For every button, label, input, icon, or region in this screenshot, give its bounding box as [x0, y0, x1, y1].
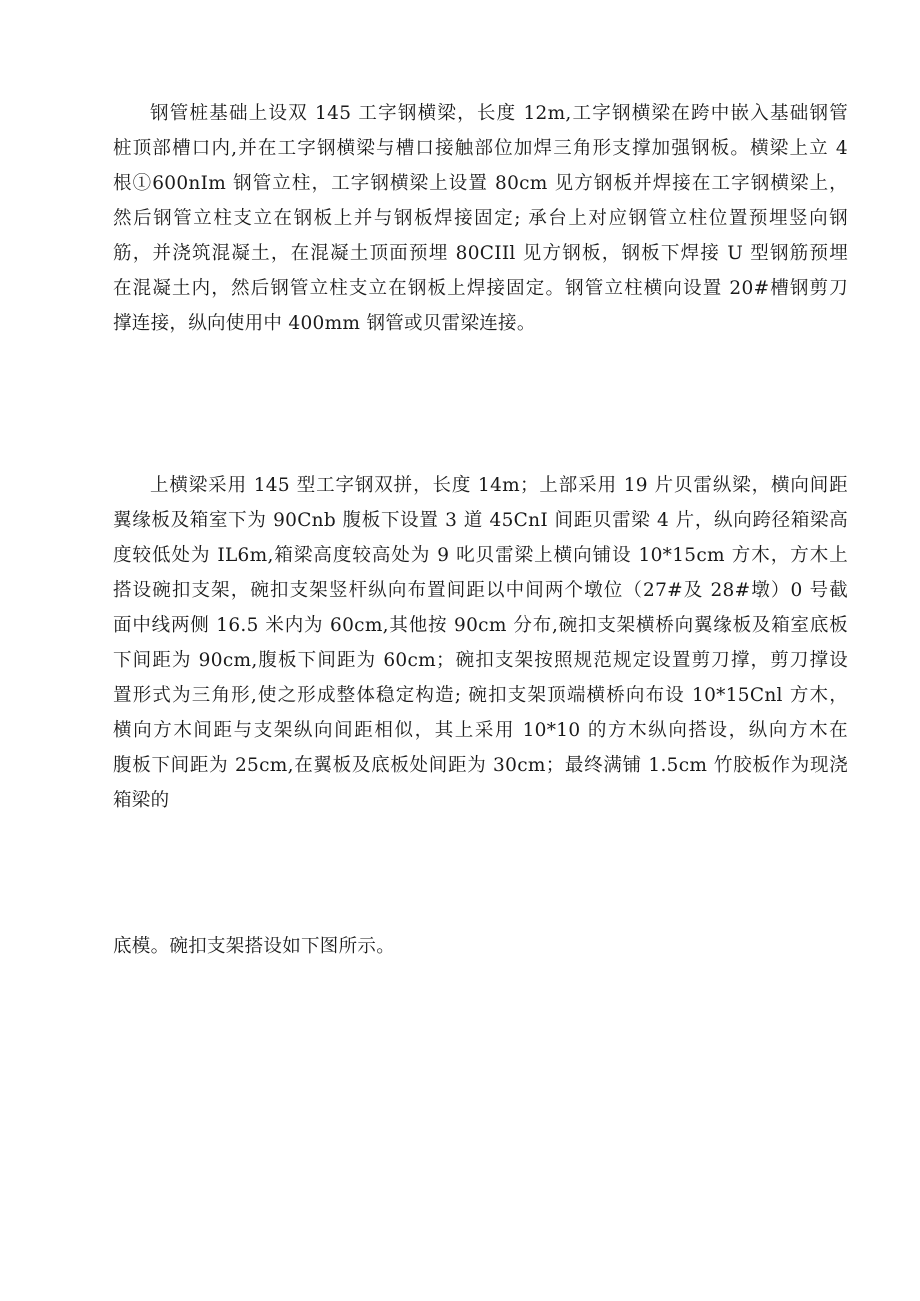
paragraph-line: 搭设碗扣支架，碗扣支架竖杆纵向布置间距以中间两个墩位（27#及 28#墩）0 号截 — [113, 580, 848, 601]
paragraph-line: 腹板下间距为 25cm,在翼板及底板处间距为 30cm；最终满铺 1.5cm 竹胶板作为现浇 — [113, 755, 848, 776]
paragraph-line: 在混凝土内，然后钢管立柱支立在钢板上焊接固定。钢管立柱横向设置 20#槽钢剪刀 — [113, 278, 848, 299]
paragraph-line: 底模。碗扣支架搭设如下图所示。 — [113, 936, 396, 957]
paragraph-line: 置形式为三角形,使之形成整体稳定构造; 碗扣支架顶端横桥向布设 10*15Cnl 方木， — [113, 685, 848, 706]
paragraph-line: 翼缘板及箱室下为 90Cnb 腹板下设置 3 道 45CnI 间距贝雷梁 4 片，纵向跨径箱梁高 — [113, 510, 848, 531]
paragraph-line: 度较低处为 IL6m,箱梁高度较高处为 9 叱贝雷梁上横向铺设 10*15cm 方木，方木上 — [113, 545, 848, 566]
paragraph-line: 横向方木间距与支架纵向间距相似，其上采用 10*10 的方木纵向搭设，纵向方木在 — [113, 720, 848, 741]
paragraph-line: 根①600nIm 钢管立柱，工字钢横梁上设置 80cm 见方钢板并焊接在工字钢横梁上， — [113, 173, 848, 194]
paragraph-line: 箱梁的 — [113, 790, 170, 811]
paragraph-line: 然后钢管立柱支立在钢板上并与钢板焊接固定; 承台上对应钢管立柱位置预埋竖向钢 — [113, 208, 848, 229]
paragraph-line: 上横梁采用 145 型工字钢双拼，长度 14m；上部采用 19 片贝雷纵梁，横向间距 — [150, 475, 848, 496]
paragraph-formwork-note — [113, 929, 848, 964]
paragraph-line: 钢管桩基础上设双 145 工字钢横梁，长度 12m,工字钢横梁在跨中嵌入基础钢管 — [150, 103, 848, 124]
paragraph-line: 筋，并浇筑混凝土，在混凝土顶面预埋 80CIIl 见方钢板，钢板下焊接 U 型钢筋预埋 — [113, 243, 848, 264]
paragraph-line: 撑连接，纵向使用中 400mm 钢管或贝雷梁连接。 — [113, 313, 536, 334]
paragraph-upper-beam — [113, 468, 848, 818]
paragraph-steel-pile-foundation — [113, 96, 848, 341]
paragraph-line: 面中线两侧 16.5 米内为 60cm,其他按 90cm 分布,碗扣支架横桥向翼缘板及箱室底板 — [113, 615, 848, 636]
paragraph-line: 桩顶部槽口内,并在工字钢横梁与槽口接触部位加焊三角形支撑加强钢板。横梁上立 4 — [113, 138, 848, 159]
paragraph-line: 下间距为 90cm,腹板下间距为 60cm；碗扣支架按照规范规定设置剪刀撑，剪刀撑设 — [113, 650, 848, 671]
